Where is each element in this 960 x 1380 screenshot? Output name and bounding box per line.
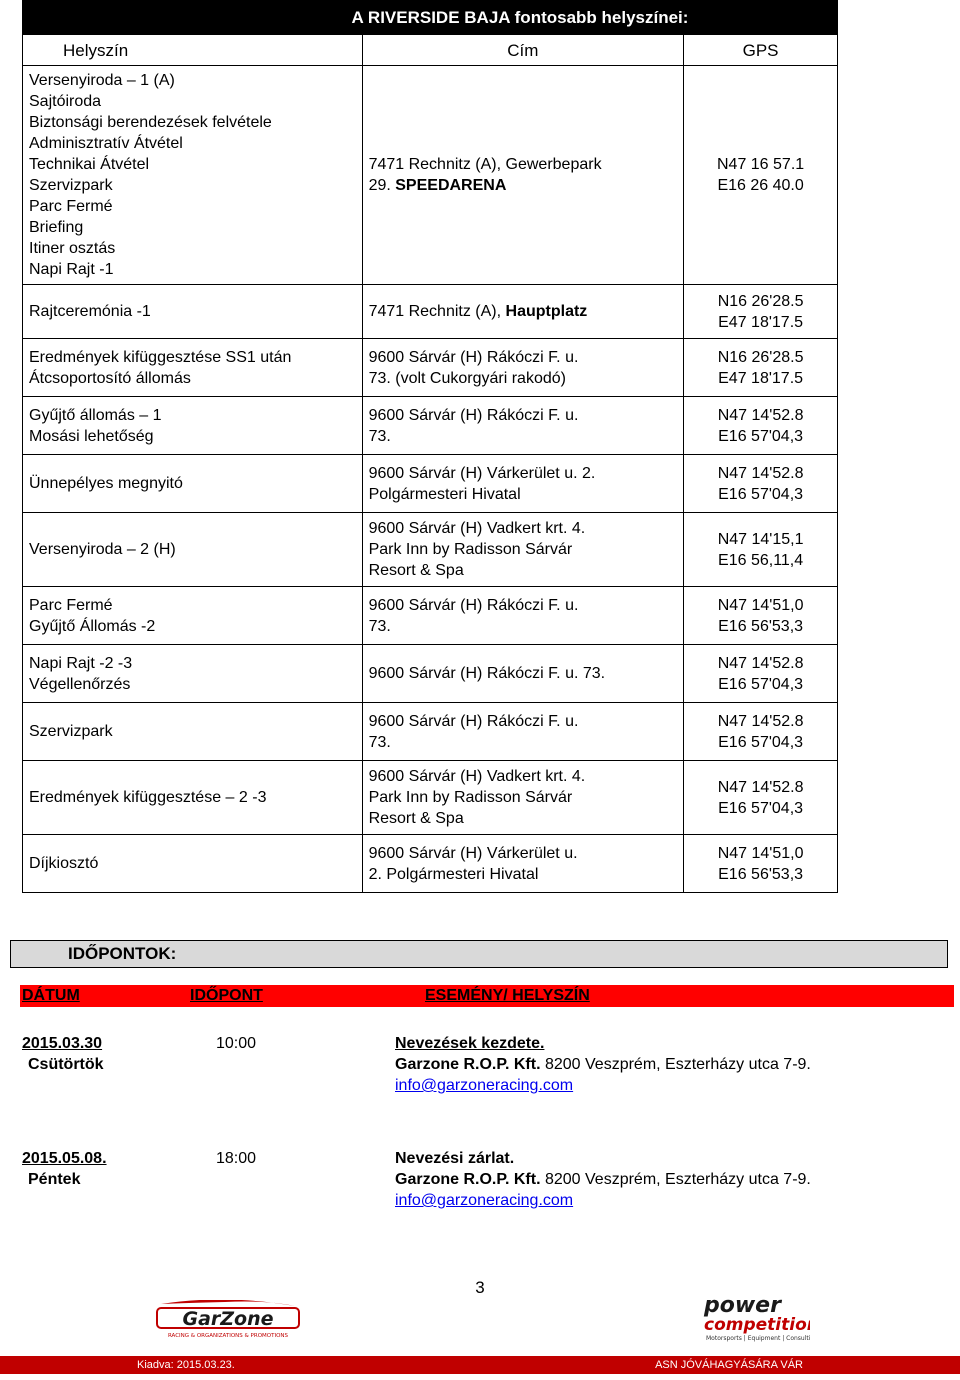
table-row xyxy=(23,703,838,761)
power-competition-logo-graphic xyxy=(700,1290,810,1346)
gps-lon: E16 57'04,3 xyxy=(718,427,804,445)
gps-lat: N47 14'52.8 xyxy=(717,778,804,796)
address-line: Resort & Spa xyxy=(368,810,464,827)
place-cell xyxy=(23,645,363,703)
event-day: Csütörtök xyxy=(28,1056,104,1073)
place-line: Eredmények kifüggesztése SS1 után xyxy=(29,348,292,366)
schedule-heading: IDŐPONTOK: xyxy=(10,940,948,968)
gps-lon: E16 56'53,3 xyxy=(718,617,804,635)
place-line: Technikai Átvétel xyxy=(29,156,150,173)
gps-cell xyxy=(684,761,838,835)
place-line: Napi Rajt -1 xyxy=(29,261,114,278)
event-email-line xyxy=(395,1190,935,1211)
table-row xyxy=(23,66,838,285)
address-bold: SPEEDARENA xyxy=(395,177,507,194)
competition-wordmark: competition xyxy=(704,1315,810,1335)
place-line: Itiner osztás xyxy=(29,240,116,257)
address-cell xyxy=(362,761,684,835)
gps-cell xyxy=(684,66,838,285)
gps-cell xyxy=(684,835,838,893)
event-location xyxy=(395,1054,935,1075)
table-title: A RIVERSIDE BAJA fontosabb helyszínei: xyxy=(23,1,838,35)
place-cell xyxy=(23,66,363,285)
gps-cell xyxy=(684,587,838,645)
table-row xyxy=(23,587,838,645)
gps-lat: N47 14'52.8 xyxy=(717,464,804,482)
table-row xyxy=(23,339,838,397)
address-line: 9600 Sárvár (H) Rákóczi F. u. xyxy=(368,712,579,730)
address-line: 9600 Sárvár (H) Rákóczi F. u. 73. xyxy=(368,665,606,682)
garzone-tagline: RACING & ORGANIZATIONS & PROMOTIONS xyxy=(167,1333,289,1339)
table-row xyxy=(23,835,838,893)
event-org: Garzone R.O.P. Kft. xyxy=(395,1171,541,1188)
address-cell xyxy=(362,587,684,645)
table-row xyxy=(23,455,838,513)
footer-issued: Kiadva: 2015.03.23. xyxy=(137,1359,235,1371)
event-time: 10:00 xyxy=(216,1035,257,1052)
gps-lon: E16 57'04,3 xyxy=(718,675,804,693)
event-day: Péntek xyxy=(28,1171,81,1188)
address-cell xyxy=(362,513,684,587)
gps-lon: E16 56'53,3 xyxy=(718,865,804,883)
event-address: 8200 Veszprém, Eszterházy utca 7-9. xyxy=(540,1171,811,1188)
place-cell xyxy=(23,455,363,513)
address-line: 9600 Sárvár (H) Vadkert krt. 4. xyxy=(368,768,586,785)
gps-lon: E16 57'04,3 xyxy=(718,799,804,817)
place-cell xyxy=(23,513,363,587)
column-event: ESEMÉNY/ HELYSZÍN xyxy=(425,987,590,1004)
place-line: Parc Fermé xyxy=(29,198,113,215)
address-cell xyxy=(362,339,684,397)
address-cell xyxy=(362,703,684,761)
address-line: 73. xyxy=(368,617,391,635)
address-line: Resort & Spa xyxy=(368,562,464,579)
gps-cell xyxy=(684,455,838,513)
table-row xyxy=(23,397,838,455)
address-cell xyxy=(362,285,684,339)
address-cell xyxy=(362,835,684,893)
place-line: Végellenőrzés xyxy=(29,675,131,693)
place-line: Gyűjtő állomás – 1 xyxy=(29,406,162,424)
gps-lat: N47 14'52.8 xyxy=(717,654,804,672)
event-org: Garzone R.O.P. Kft. xyxy=(395,1056,541,1073)
place-line: Ünnepélyes megnyitó xyxy=(29,475,183,492)
event-location xyxy=(395,1169,935,1190)
event-time: 18:00 xyxy=(216,1150,257,1167)
gps-lat: N16 26'28.5 xyxy=(717,348,804,366)
event-email-line xyxy=(395,1075,935,1096)
schedule-column-bar xyxy=(20,985,954,1007)
place-line: Mosási lehetőség xyxy=(29,427,154,445)
place-line: Rajtceremónia -1 xyxy=(29,303,151,320)
address-line: 2. Polgármesteri Hivatal xyxy=(368,865,539,883)
gps-lon: E47 18'17.5 xyxy=(718,369,804,387)
gps-cell xyxy=(684,339,838,397)
event-title: Nevezések kezdete. xyxy=(395,1035,545,1052)
place-line: Biztonsági berendezések felvétele xyxy=(29,114,272,131)
place-cell xyxy=(23,397,363,455)
power-wordmark: power xyxy=(704,1293,781,1318)
event-address: 8200 Veszprém, Eszterházy utca 7-9. xyxy=(540,1056,811,1073)
address-line: 73. xyxy=(368,733,391,751)
place-line: Sajtóiroda xyxy=(29,93,102,110)
gps-cell xyxy=(684,645,838,703)
place-line: Versenyiroda – 2 (H) xyxy=(29,541,176,558)
gps-lat: N47 14'51,0 xyxy=(717,844,804,862)
place-cell xyxy=(23,285,363,339)
gps-lat: N47 14'52.8 xyxy=(717,712,804,730)
address-line: 7471 Rechnitz (A), Hauptplatz xyxy=(368,303,588,320)
address-cell xyxy=(362,66,684,285)
email-link[interactable]: info@garzoneracing.com xyxy=(395,1192,574,1209)
address-line: 9600 Sárvár (H) Várkerület u. xyxy=(368,844,578,862)
gps-lat: N47 14'52.8 xyxy=(717,406,804,424)
header-gps: GPS xyxy=(684,35,838,66)
place-cell xyxy=(23,835,363,893)
table-row xyxy=(23,285,838,339)
place-line: Átcsoportosító állomás xyxy=(29,369,191,387)
gps-lon: E16 56,11,4 xyxy=(718,551,804,569)
gps-lon: E16 26 40.0 xyxy=(717,177,804,194)
gps-cell xyxy=(684,513,838,587)
place-line: Gyűjtő Állomás -2 xyxy=(29,617,156,635)
address-bold: Hauptplatz xyxy=(505,303,588,320)
place-line: Adminisztratív Átvétel xyxy=(29,135,183,152)
column-date: DÁTUM xyxy=(22,987,80,1004)
address-line: 7471 Rechnitz (A), Gewerbepark xyxy=(368,156,602,173)
place-line: Napi Rajt -2 -3 xyxy=(29,654,133,672)
power-competition-logo xyxy=(700,1290,810,1351)
place-cell xyxy=(23,339,363,397)
table-row xyxy=(23,761,838,835)
place-cell xyxy=(23,761,363,835)
event-date: 2015.03.30 xyxy=(22,1035,103,1052)
place-line: Szervizpark xyxy=(29,177,113,194)
address-line: 73. xyxy=(368,427,391,445)
power-tagline: Motorsports | Equipment | Consulting xyxy=(706,1335,810,1342)
address-line: Polgármesteri Hivatal xyxy=(368,485,521,503)
address-line: 9600 Sárvár (H) Rákóczi F. u. xyxy=(368,406,579,424)
footer-bar xyxy=(0,1356,960,1374)
place-line: Versenyiroda – 1 (A) xyxy=(29,72,175,89)
header-place: Helyszín xyxy=(23,35,363,66)
schedule-event xyxy=(0,1148,960,1218)
gps-cell xyxy=(684,703,838,761)
gps-lat: N16 26'28.5 xyxy=(717,292,804,310)
garzone-wordmark: GarZone xyxy=(182,1308,274,1330)
column-time: IDŐPONT xyxy=(190,987,263,1004)
gps-lat: N47 16 57.1 xyxy=(716,156,805,173)
address-cell xyxy=(362,455,684,513)
address-line: 9600 Sárvár (H) Várkerület u. 2. xyxy=(368,464,596,482)
address-line: Park Inn by Radisson Sárvár xyxy=(368,789,573,806)
address-line: 9600 Sárvár (H) Vadkert krt. 4. xyxy=(368,520,586,537)
place-line: Parc Fermé xyxy=(29,596,113,614)
event-date: 2015.05.08. xyxy=(22,1150,107,1167)
place-line: Szervizpark xyxy=(29,723,113,740)
garzone-logo xyxy=(155,1300,301,1345)
gps-lat: N47 14'51,0 xyxy=(717,596,804,614)
place-cell xyxy=(23,587,363,645)
page-number: 3 xyxy=(475,1278,485,1297)
place-line: Díjkiosztó xyxy=(29,855,99,872)
place-line: Briefing xyxy=(29,219,84,236)
address-cell xyxy=(362,397,684,455)
table-header-row xyxy=(23,35,838,66)
place-cell xyxy=(23,703,363,761)
gps-lon: E47 18'17.5 xyxy=(718,313,804,331)
address-line: Park Inn by Radisson Sárvár xyxy=(368,541,573,558)
gps-lon: E16 57'04,3 xyxy=(718,733,804,751)
place-line: Eredmények kifüggesztése – 2 -3 xyxy=(29,789,267,806)
table-title-row xyxy=(23,1,838,35)
gps-lon: E16 57'04,3 xyxy=(718,485,804,503)
locations-table xyxy=(22,0,838,893)
email-link[interactable]: info@garzoneracing.com xyxy=(395,1077,574,1094)
event-title: Nevezési zárlat. xyxy=(395,1150,515,1167)
address-line: 29. SPEEDARENA xyxy=(368,177,507,194)
gps-lat: N47 14'15,1 xyxy=(717,530,804,548)
schedule-event xyxy=(0,1033,960,1103)
garzone-logo-graphic xyxy=(155,1300,301,1340)
address-line: 9600 Sárvár (H) Rákóczi F. u. xyxy=(368,348,579,366)
gps-cell xyxy=(684,285,838,339)
table-row xyxy=(23,513,838,587)
table-row xyxy=(23,645,838,703)
header-address: Cím xyxy=(362,35,684,66)
address-cell xyxy=(362,645,684,703)
footer-approval: ASN JÓVÁHAGYÁSÁRA VÁR xyxy=(655,1359,803,1371)
gps-cell xyxy=(684,397,838,455)
address-line: 73. (volt Cukorgyári rakodó) xyxy=(368,369,566,387)
address-line: 9600 Sárvár (H) Rákóczi F. u. xyxy=(368,596,579,614)
